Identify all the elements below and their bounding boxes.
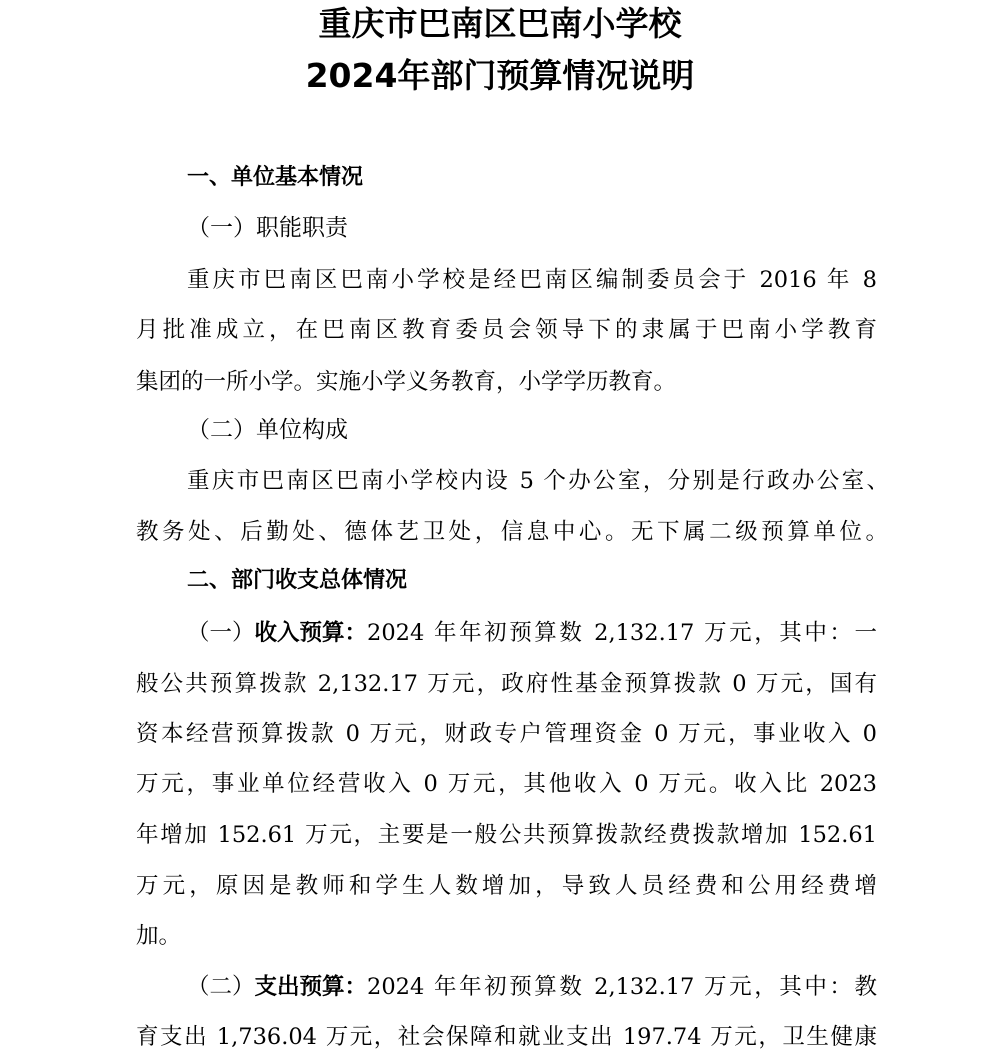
para1-line-1: 重庆市巴南区巴南小学校是经巴南区编制委员会于 2016 年 8	[187, 267, 877, 293]
expense-line-2: 育支出 1,736.04 万元，社会保障和就业支出 197.74 万元，卫生健康	[136, 1024, 877, 1050]
document-title-line1: 重庆市巴南区巴南小学校	[318, 4, 682, 43]
section1-sub2-label: （二）单位构成	[187, 417, 348, 443]
para1-line-2: 月批准成立，在巴南区教育委员会领导下的隶属于巴南小学教育	[136, 317, 877, 343]
income-line-6: 万元，原因是教师和学生人数增加，导致人员经费和公用经费增	[136, 873, 877, 899]
income-line-5: 年增加 152.61 万元，主要是一般公共预算拨款经费拨款增加 152.61	[136, 822, 877, 848]
income-prefix: （一）	[187, 620, 255, 646]
income-line-4: 万元，事业单位经营收入 0 万元，其他收入 0 万元。收入比 2023	[136, 771, 877, 797]
income-label: 收入预算：	[254, 620, 368, 646]
para2-line-1: 重庆市巴南区巴南小学校内设 5 个办公室，分别是行政办公室、	[187, 468, 889, 494]
para1-line-3: 集团的一所小学。实施小学义务教育，小学学历教育。	[136, 369, 677, 395]
income-line-3: 资本经营预算拨款 0 万元，财政专户管理资金 0 万元，事业收入 0	[136, 721, 877, 747]
section1-sub1-label: （一）职能职责	[187, 215, 348, 241]
expense-line-1-text: 2024 年年初预算数 2,132.17 万元，其中：教	[367, 974, 877, 1000]
expense-line-1	[187, 972, 877, 1002]
para2-line-2: 教务处、后勤处、德体艺卫处，信息中心。无下属二级预算单位。	[136, 519, 888, 545]
income-line-7: 加。	[136, 923, 182, 949]
expense-prefix: （二）	[187, 974, 255, 1000]
section1-heading: 一、单位基本情况	[187, 165, 364, 190]
income-line-1	[187, 618, 877, 648]
income-line-1-text: 2024 年年初预算数 2,132.17 万元，其中：一	[367, 620, 877, 646]
income-line-2: 般公共预算拨款 2,132.17 万元，政府性基金预算拨款 0 万元，国有	[136, 671, 877, 697]
expense-label: 支出预算：	[254, 974, 368, 1000]
document-title-line2: 2024年部门预算情况说明	[305, 56, 695, 95]
section2-heading: 二、部门收支总体情况	[187, 568, 408, 593]
